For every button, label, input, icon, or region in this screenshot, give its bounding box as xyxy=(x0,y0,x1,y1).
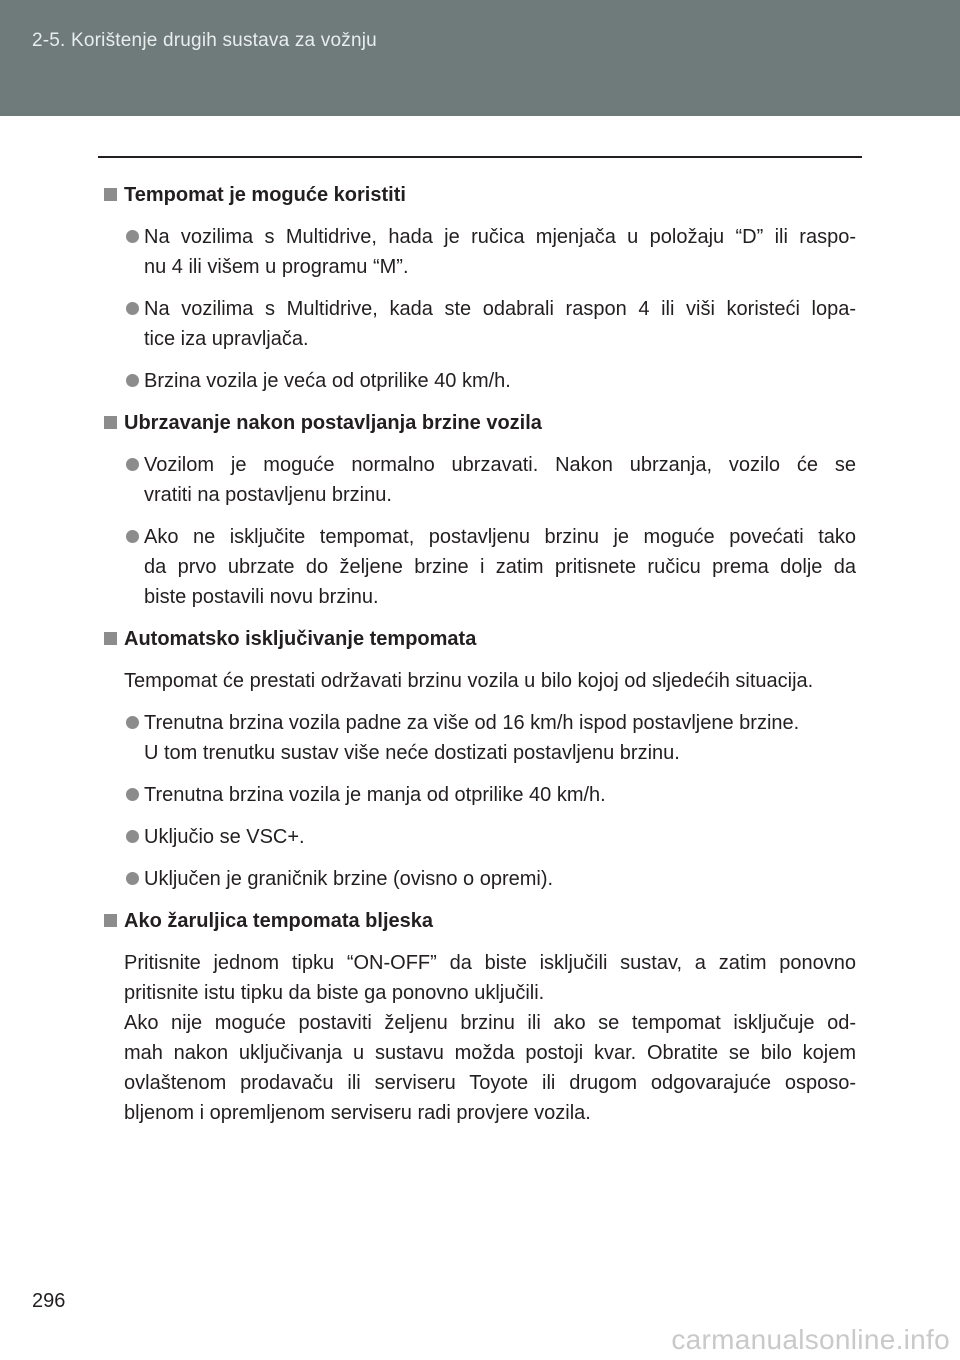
list-item-line: U tom trenutku sustav više neće dostizati postavljenu brzinu. xyxy=(144,742,680,764)
list-item-line: da prvo ubrzate do željene brzine i zatim pritisnete ručicu prema dolje da xyxy=(144,556,856,578)
list-item-line: Trenutna brzina vozila padne za više od 16 km/h ispod postavljene brzine. xyxy=(144,712,800,734)
list-item-line: tice iza upravljača. xyxy=(144,328,309,350)
section-title xyxy=(104,180,856,210)
list-item-line: Uključio se VSC+. xyxy=(144,826,305,848)
section-title-text: Ubrzavanje nakon postavljanja brzine vozila xyxy=(124,412,542,434)
square-bullet-icon xyxy=(104,416,117,429)
round-bullet-icon xyxy=(126,716,139,729)
square-bullet-icon xyxy=(104,188,117,201)
body-line: mah nakon uključivanja u sustavu možda postoji kvar. Obratite se bilo kojem xyxy=(124,1042,856,1064)
top-divider xyxy=(98,156,862,158)
body-line: Pritisnite jednom tipku “ON-OFF” da biste isključili sustav, a zatim ponovno xyxy=(124,952,856,974)
list-item-line: Vozilom je moguće normalno ubrzavati. Nakon ubrzanja, vozilo će se xyxy=(144,454,856,476)
list-item-line: Na vozilima s Multidrive, hada je ručica mjenjača u položaju “D” ili raspo- xyxy=(144,226,856,248)
body-line: ovlaštenom prodavaču ili serviseru Toyote ili drugom odgovarajuće osposo- xyxy=(124,1072,856,1094)
list-item-line: Uključen je graničnik brzine (ovisno o opremi). xyxy=(144,868,554,890)
list-item xyxy=(104,864,856,894)
list-item xyxy=(104,522,856,612)
body-line: pritisnite istu tipku da biste ga ponovno uključili. xyxy=(124,982,545,1004)
list-item xyxy=(104,822,856,852)
section-title xyxy=(104,408,856,438)
body-line: Ako nije moguće postaviti željenu brzinu ili ako se tempomat isključuje od- xyxy=(124,1012,856,1034)
list-item-line: nu 4 ili višem u programu “M”. xyxy=(144,256,409,278)
list-item-line: Brzina vozila je veća od otprilike 40 km/h. xyxy=(144,370,511,392)
section-title-text: Ako žaruljica tempomata bljeska xyxy=(124,910,434,932)
list-item xyxy=(104,366,856,396)
section-title xyxy=(104,624,856,654)
list-item-line: Ako ne isključite tempomat, postavljenu brzinu je moguće povećati tako xyxy=(144,526,856,548)
round-bullet-icon xyxy=(126,830,139,843)
square-bullet-icon xyxy=(104,632,117,645)
round-bullet-icon xyxy=(126,788,139,801)
square-bullet-icon xyxy=(104,914,117,927)
body-line: bljenom i opremljenom serviseru radi provjere vozila. xyxy=(124,1102,591,1124)
list-item-line: vratiti na postavljenu brzinu. xyxy=(144,484,392,506)
header-band xyxy=(0,0,960,116)
round-bullet-icon xyxy=(126,458,139,471)
watermark: carmanualsonline.info xyxy=(671,1324,950,1355)
chapter-header: 2-5. Korištenje drugih sustava za vožnju xyxy=(32,30,377,51)
page-number: 296 xyxy=(32,1290,66,1312)
list-item xyxy=(104,780,856,810)
section-body xyxy=(104,948,856,1128)
round-bullet-icon xyxy=(126,374,139,387)
round-bullet-icon xyxy=(126,230,139,243)
page-content xyxy=(104,180,856,1140)
list-item-line: Na vozilima s Multidrive, kada ste odabrali raspon 4 ili viši koristeći lopa- xyxy=(144,298,856,320)
list-item xyxy=(104,450,856,510)
section-title-text: Tempomat je moguće koristiti xyxy=(124,184,406,206)
round-bullet-icon xyxy=(126,872,139,885)
section-title xyxy=(104,906,856,936)
list-item-line: Trenutna brzina vozila je manja od otprilike 40 km/h. xyxy=(144,784,606,806)
section-intro: Tempomat će prestati održavati brzinu vozila u bilo kojoj od sljedećih situacija. xyxy=(124,670,814,692)
list-item xyxy=(104,708,856,768)
round-bullet-icon xyxy=(126,302,139,315)
round-bullet-icon xyxy=(126,530,139,543)
list-item xyxy=(104,222,856,282)
section-title-text: Automatsko isključivanje tempomata xyxy=(124,628,477,650)
list-item xyxy=(104,294,856,354)
list-item-line: biste postavili novu brzinu. xyxy=(144,586,379,608)
